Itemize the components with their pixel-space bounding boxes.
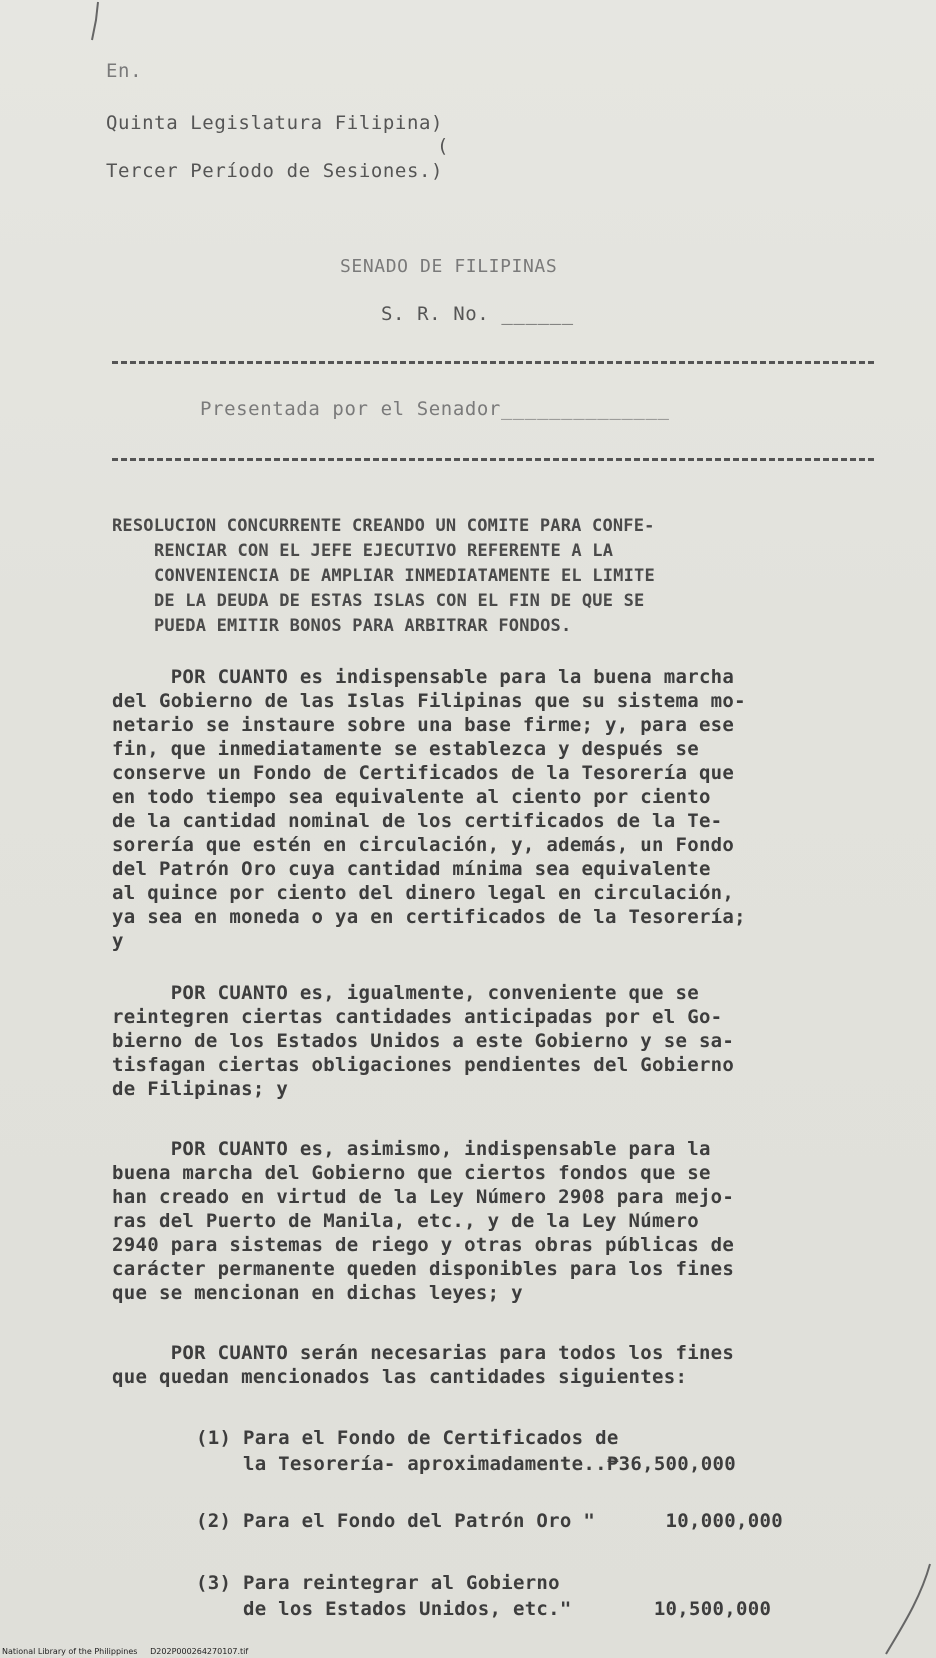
- text-line: fin, que inmediatamente se establezca y después se: [112, 738, 699, 760]
- text-line: sorería que estén en circulación, y, además, un Fondo: [112, 834, 735, 856]
- text-line: y: [112, 930, 124, 952]
- list-item: la Tesorería- aproximadamente..₱36,500,000: [196, 1453, 736, 1475]
- text-line: de Filipinas; y: [112, 1078, 289, 1100]
- legislatura-line: Quinta Legislatura Filipina): [106, 112, 444, 134]
- text-line: POR CUANTO es, asimismo, indispensable para la: [112, 1138, 711, 1160]
- periodo-line: Tercer Período de Sesiones.): [106, 160, 444, 182]
- resolution-title-line: RENCIAR CON EL JEFE EJECUTIVO REFERENTE A LA: [154, 541, 614, 561]
- resolution-title-line: CONVENIENCIA DE AMPLIAR INMEDIATAMENTE EL LIMITE: [154, 566, 655, 586]
- text-line: que se mencionan en dichas leyes; y: [112, 1282, 523, 1304]
- text-line: carácter permanente queden disponibles para los fines: [112, 1258, 735, 1280]
- text-line: de la cantidad nominal de los certificados de la Te-: [112, 810, 723, 832]
- list-item: (1) Para el Fondo de Certificados de: [196, 1427, 619, 1449]
- resolution-title-line: RESOLUCION CONCURRENTE CREANDO UN COMITE PARA CONFE-: [112, 516, 655, 536]
- text-line: reintegren ciertas cantidades anticipadas por el Go-: [112, 1006, 723, 1028]
- text-line: del Gobierno de las Islas Filipinas que su sistema mo-: [112, 690, 746, 712]
- corner-mark: [80, 0, 110, 50]
- bracket-mark: (: [437, 135, 450, 157]
- text-line: bierno de los Estados Unidos a este Gobierno y se sa-: [112, 1030, 735, 1052]
- text-line: tisfagan ciertas obligaciones pendientes del Gobierno: [112, 1054, 735, 1076]
- text-line: que quedan mencionados las cantidades siguientes:: [112, 1366, 688, 1388]
- text-line: ya sea en moneda o ya en certificados de la Tesorería;: [112, 906, 746, 928]
- text-line: POR CUANTO serán necesarias para todos los fines: [112, 1342, 735, 1364]
- en-label: En.: [106, 60, 143, 82]
- text-line: ras del Puerto de Manila, etc., y de la Ley Número: [112, 1210, 699, 1232]
- presentada-line: Presentada por el Senador______________: [200, 398, 670, 420]
- text-line: al quince por ciento del dinero legal en circulación,: [112, 882, 735, 904]
- text-line: netario se instaure sobre una base firme; y, para ese: [112, 714, 735, 736]
- divider-bottom: [112, 458, 874, 461]
- divider-top: [112, 361, 874, 364]
- resolution-title-line: PUEDA EMITIR BONOS PARA ARBITRAR FONDOS.: [154, 616, 572, 636]
- list-item: de los Estados Unidos, etc." 10,500,000: [196, 1598, 772, 1620]
- text-line: POR CUANTO es, igualmente, conveniente que se: [112, 982, 699, 1004]
- text-line: POR CUANTO es indispensable para la buena marcha: [112, 666, 735, 688]
- archive-footer: National Library of the Philippines D202P000264270107.tif: [2, 1647, 249, 1656]
- pencil-mark: [880, 1560, 934, 1656]
- text-line: conserve un Fondo de Certificados de la Tesorería que: [112, 762, 735, 784]
- list-item: (2) Para el Fondo del Patrón Oro " 10,000,000: [196, 1510, 783, 1532]
- senado-title: SENADO DE FILIPINAS: [340, 256, 558, 277]
- text-line: buena marcha del Gobierno que ciertos fondos que se: [112, 1162, 711, 1184]
- text-line: en todo tiempo sea equivalente al ciento por ciento: [112, 786, 711, 808]
- text-line: han creado en virtud de la Ley Número 2908 para mejo-: [112, 1186, 735, 1208]
- sr-number: S. R. No. ______: [381, 303, 574, 325]
- text-line: 2940 para sistemas de riego y otras obras públicas de: [112, 1234, 735, 1256]
- list-item: (3) Para reintegrar al Gobierno: [196, 1572, 560, 1594]
- text-line: del Patrón Oro cuya cantidad mínima sea equivalente: [112, 858, 711, 880]
- resolution-title-line: DE LA DEUDA DE ESTAS ISLAS CON EL FIN DE QUE SE: [154, 591, 645, 611]
